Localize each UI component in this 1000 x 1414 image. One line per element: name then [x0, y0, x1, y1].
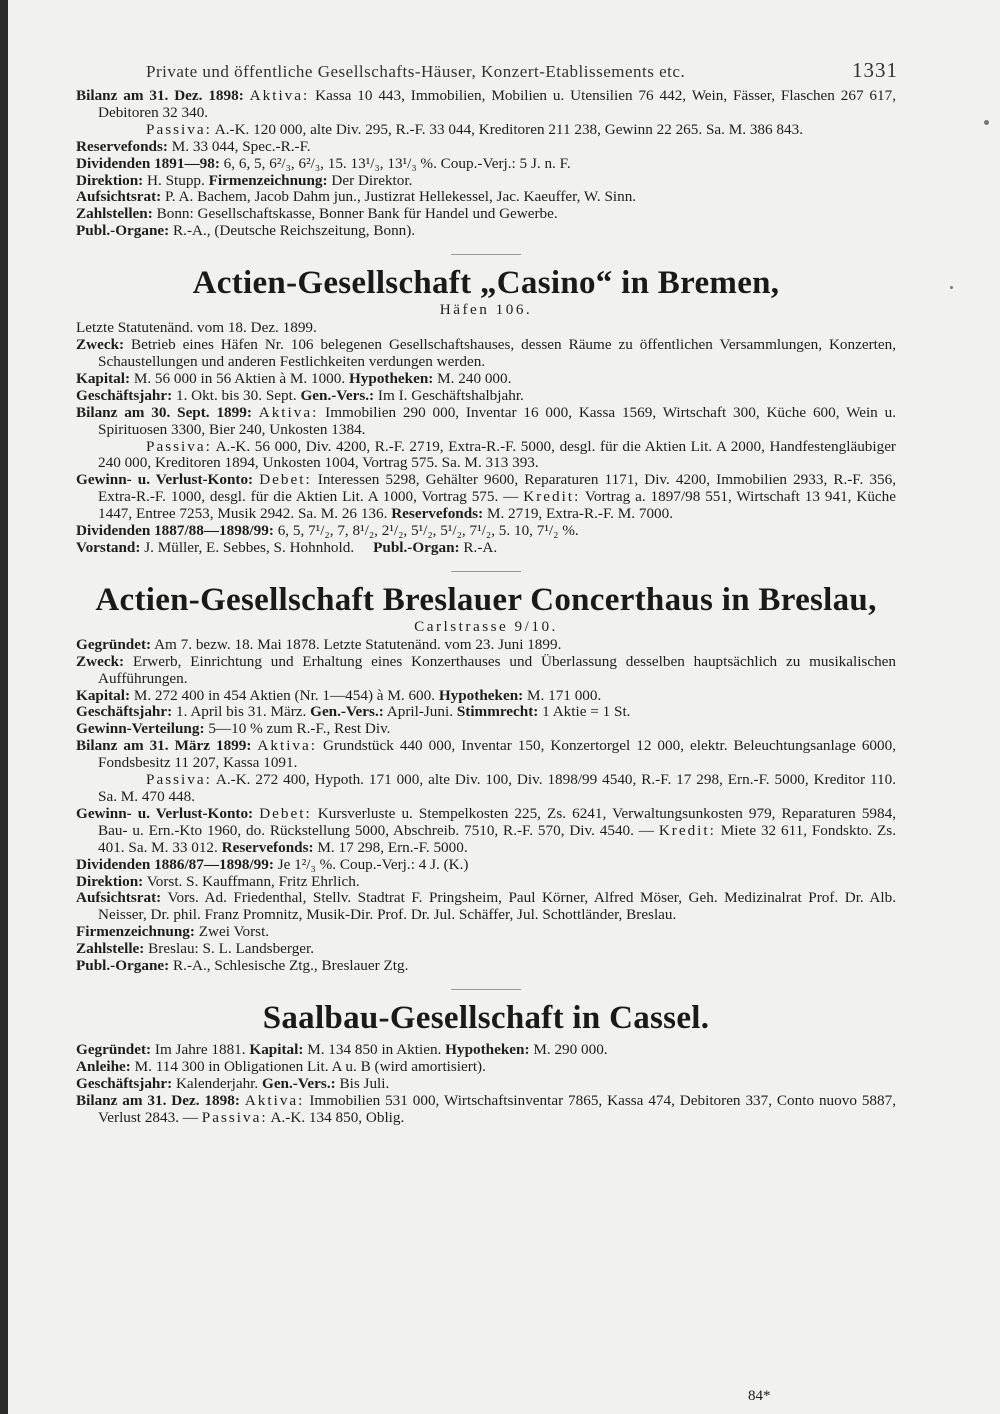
- casino-kapital: Kapital: M. 56 000 in 56 Aktien à M. 1000. Hypotheken: M. 240 000.: [76, 369, 512, 387]
- breslau-publ: Publ.-Organe: R.-A., Schlesische Ztg., Breslauer Ztg.: [76, 957, 409, 975]
- scan-speck: [950, 286, 953, 289]
- section-divider: [451, 989, 521, 990]
- breslau-direktion: Direktion: Vorst. S. Kauffmann, Fritz Ehrlich.: [76, 872, 360, 890]
- intro-aufsichtsrat: Aufsichtsrat: P. A. Bachem, Jacob Dahm jun., Justizrat Hellekessel, Jac. Kaeuffer, W. Sinn.: [76, 188, 637, 206]
- intro-publ: Publ.-Organe: R.-A., (Deutsche Reichszeitung, Bonn).: [76, 222, 416, 240]
- breslau-gegruendet: Gegründet: Am 7. bezw. 18. Mai 1878. Letzte Statutenänd. vom 23. Juni 1899.: [76, 635, 562, 653]
- casino-statuten: Letzte Statutenänd. vom 18. Dez. 1899.: [76, 319, 317, 337]
- breslau-dividenden: Dividenden 1886/87—1898/99: Je 1²/₃ %. Coup.-Verj.: 4 J. (K.): [76, 855, 469, 873]
- running-header: [76, 58, 896, 88]
- breslau-zahlstelle: Zahlstelle: Breslau: S. L. Landsberger.: [76, 940, 315, 958]
- breslau-zweck: Zweck: Erwerb, Einrichtung und Erhaltung eines Konzerthauses und Überlassung desselben hauptsächlich zu musikalischen Aufführungen.: [76, 652, 897, 687]
- breslau-address: Carlstrasse 9/10.: [414, 617, 558, 635]
- cassel-anleihe: Anleihe: M. 114 300 in Obligationen Lit. A u. B (wird amortisiert).: [76, 1057, 486, 1075]
- intro-dividenden: Dividenden 1891—98: 6, 6, 5, 6²/₃, 6²/₃, 15. 13¹/₃, 13¹/₃ %. Coup.-Verj.: 5 J. n. F.: [76, 154, 571, 172]
- casino-geschaeftsjahr: Geschäftsjahr: 1. Okt. bis 30. Sept. Gen.-Vers.: Im I. Geschäftshalbjahr.: [76, 386, 524, 404]
- casino-zweck: Zweck: Betrieb eines Häfen Nr. 106 belegenen Gesellschaftshauses, dessen Räume zu öffentlichen Versammlungen, Konzerten, Schaustellungen und anderen Festlichkeiten verdungen werden.: [76, 336, 897, 370]
- cassel-bilanz: Bilanz am 31. Dez. 1898: Aktiva: Immobilien 531 000, Wirtschaftsinventar 7865, Kassa 474, Debitoren 337, Conto nuovo 5887, Verlust 2843. — Passiva: A.-K. 134 850, Oblig.: [76, 1091, 897, 1126]
- breslau-geschaeftsjahr: Geschäftsjahr: 1. April bis 31. März. Gen.-Vers.: April-Juni. Stimmrecht: 1 Aktie = 1 St.: [76, 703, 631, 721]
- intro-entry: [76, 88, 896, 240]
- breslau-firmenzeichnung: Firmenzeichnung: Zwei Vorst.: [76, 923, 270, 941]
- signature-mark: 84*: [748, 1388, 771, 1404]
- casino-passiva: Passiva: A.-K. 56 000, Div. 4200, R.-F. 2719, Extra-R.-F. 5000, desgl. für die Aktien Lit. A 2000, Handfestengläubiger 240 000, Kreditoren 1894, Unkosten 1004, Vortrag 575. Sa. M. 313 393.: [98, 437, 896, 472]
- scan-speck: [984, 120, 989, 125]
- casino-dividenden: Dividenden 1887/88—1898/99: 6, 5, 7¹/₂, 7, 8¹/₂, 2¹/₂, 5¹/₂, 5¹/₂, 7¹/₂, 5. 10, 7¹/₂ %.: [76, 522, 579, 540]
- intro-reservefonds: Reservefonds: M. 33 044, Spec.-R.-F.: [76, 137, 311, 155]
- breslau-passiva: Passiva: A.-K. 272 400, Hypoth. 171 000, alte Div. 100, Div. 1898/99 4540, R.-F. 17 298, Ern.-F. 5000, Kreditor 110. Sa. M. 470 448.: [98, 771, 896, 805]
- casino-vorstand: Vorstand: J. Müller, E. Sebbes, S. Hohnhold. Publ.-Organ: R.-A.: [76, 538, 498, 556]
- section-divider: [451, 254, 521, 255]
- section-title-breslau: Actien-Gesellschaft Breslauer Concerthaus in Breslau,: [95, 581, 877, 618]
- breslau-aufsichtsrat: Aufsichtsrat: Vors. Ad. Friedenthal, Stellv. Stadtrat F. Pringsheim, Paul Körner, Alfred Möser, Geh. Medizinalrat Prof. Dr. Alb. Neisser, Dr. phil. Franz Promnitz, Musik-Dir. Prof. Dr. Jul. Schäffer, Jul. Schottländer, Breslau.: [76, 889, 896, 924]
- page-number: 1331: [852, 58, 898, 82]
- page-content: [76, 58, 896, 1127]
- breslau-gewinnverteilung: Gewinn-Verteilung: 5—10 % zum R.-F., Rest Div.: [76, 720, 391, 738]
- intro-zahlstellen: Zahlstellen: Bonn: Gesellschaftskasse, Bonner Bank für Handel und Gewerbe.: [76, 205, 558, 223]
- cassel-gegruendet: Gegründet: Im Jahre 1881. Kapital: M. 134 850 in Aktien. Hypotheken: M. 290 000.: [76, 1040, 608, 1058]
- intro-bilanz: Bilanz am 31. Dez. 1898: Aktiva: Kassa 10 443, Immobilien, Mobilien u. Utensilien 76 442, Wein, Fässer, Flaschen 267 617, Debitoren 32 340.: [76, 87, 897, 121]
- intro-direktion: Direktion: H. Stupp. Firmenzeichnung: Der Direktor.: [76, 171, 413, 189]
- section-title-cassel: Saalbau-Gesellschaft in Cassel.: [262, 999, 710, 1036]
- intro-passiva: Passiva: A.-K. 120 000, alte Div. 295, R.-F. 33 044, Kreditoren 211 238, Gewinn 22 265. Sa. M. 386 843.: [146, 120, 803, 138]
- breslau-bilanz: Bilanz am 31. März 1899: Aktiva: Grundstück 440 000, Inventar 150, Konzertorgel 12 000, elektr. Beleuchtungsanlage 6000, Fondsbesitz 11 207, Kassa 1091.: [76, 737, 896, 772]
- running-header-title: Private und öffentliche Gesellschafts-Häuser, Konzert-Etablissements etc.: [146, 62, 686, 81]
- breslau-entry: [76, 582, 896, 975]
- section-title-casino: Actien-Gesellschaft „Casino“ in Bremen,: [192, 265, 780, 302]
- casino-address: Häfen 106.: [439, 301, 533, 319]
- breslau-guv: Gewinn- u. Verlust-Konto: Debet: Kursverluste u. Stempelkosten 225, Zs. 6241, Verwaltungsunkosten 979, Reparaturen 5984, Bau- u. Ern.-Kto 1960, do. Rückstellung 5000, Abschreib. 7510, R.-F. 570, Div. 4540. — Kredit: Miete 32 611, Fondskto. Zs. 401. Sa. M. 33 012. Reservefonds: M. 17 298, Ern.-F. 5000.: [76, 804, 897, 856]
- breslau-kapital: Kapital: M. 272 400 in 454 Aktien (Nr. 1—454) à M. 600. Hypotheken: M. 171 000.: [76, 686, 602, 704]
- section-divider: [451, 571, 521, 572]
- casino-entry: [76, 265, 896, 557]
- cassel-geschaeftsjahr: Geschäftsjahr: Kalenderjahr. Gen.-Vers.: Bis Juli.: [76, 1074, 390, 1092]
- casino-bilanz: Bilanz am 30. Sept. 1899: Aktiva: Immobilien 290 000, Inventar 16 000, Kassa 1569, Wirtschaft 300, Küche 600, Wein u. Spirituosen 3300, Bier 240, Unkosten 1384.: [76, 403, 897, 438]
- cassel-entry: [76, 1000, 896, 1127]
- casino-guv: Gewinn- u. Verlust-Konto: Debet: Interessen 5298, Gehälter 9600, Reparaturen 1171, Div. 4200, Immobilien 2933, R.-F. 356, Extra-R.-F. 1000, desgl. für die Aktien Lit. A 1000, Vortrag 575. — Kredit: Vortrag a. 1897/98 551, Wirtschaft 13 941, Küche 1447, Entree 7253, Musik 2942. Sa. M. 26 136. Reservefonds: M. 2719, Extra-R.-F. M. 7000.: [76, 471, 896, 523]
- scan-edge: [0, 0, 8, 1414]
